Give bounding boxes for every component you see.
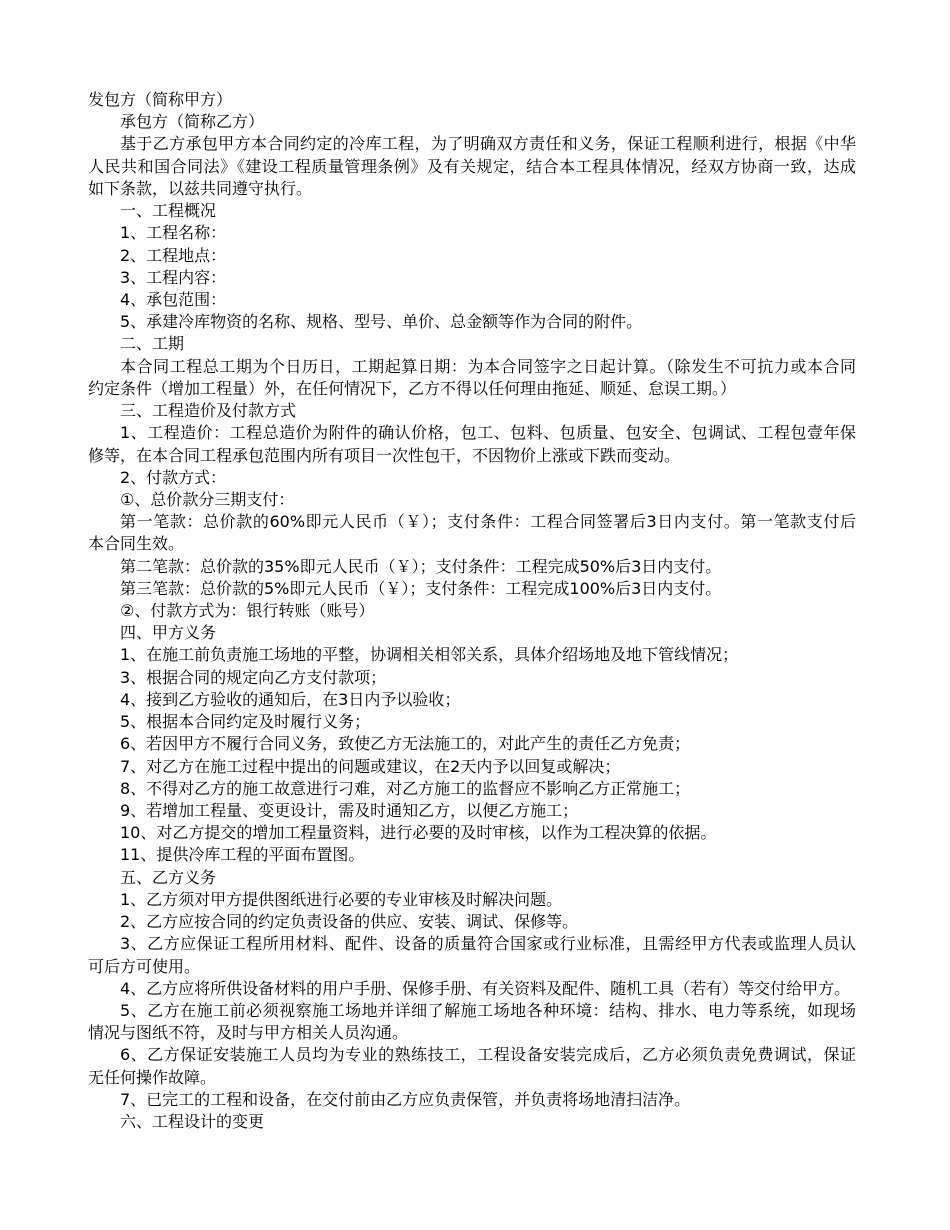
clause bbox=[88, 600, 856, 622]
clause bbox=[88, 245, 856, 267]
clause bbox=[88, 933, 856, 977]
preamble bbox=[88, 133, 856, 200]
text-line: 第二笔款：总价款的35%即元人民币（￥）；支付条件：工程完成50%后3日内支付。 bbox=[120, 556, 722, 576]
text-line: 2、工程地点： bbox=[120, 245, 227, 265]
text-line: 4、乙方应将所供设备材料的用户手册、保修手册、有关资料及配件、随机工具（若有）等交付给甲方。 bbox=[120, 978, 851, 998]
text-line: 6、若因甲方不履行合同义务，致使乙方无法施工的，对此产生的责任乙方免责； bbox=[120, 734, 691, 754]
text-line: 3、乙方应保证工程所用材料、配件、设备的质量符合国家或行业标准，且需经甲方代表或监理人员认 bbox=[120, 934, 856, 954]
clause bbox=[88, 756, 856, 778]
section bbox=[88, 1111, 856, 1133]
text-line: 1、工程造价：工程总造价为附件的确认价格，包工、包料、包质量、包安全、包调试、工程包壹年保 bbox=[120, 423, 856, 443]
text-line: 第一笔款：总价款的60%即元人民币（￥）；支付条件：工程合同签署后3日内支付。第一笔款支付后 bbox=[120, 512, 856, 532]
party-b-line: 承包方（简称乙方） bbox=[120, 112, 265, 132]
text-line: 修等，在本合同工程承包范围内所有项目一次性包干，不因物价上涨或下跌而变动。 bbox=[88, 445, 681, 465]
clause bbox=[88, 511, 856, 555]
clause bbox=[88, 422, 856, 466]
section-heading: 六、工程设计的变更 bbox=[120, 1112, 265, 1132]
text-line: 无任何操作故障。 bbox=[88, 1067, 217, 1087]
contract-content bbox=[88, 133, 856, 1133]
clause bbox=[88, 222, 856, 244]
text-line: 如下条款，以兹共同遵守执行。 bbox=[88, 178, 313, 198]
clause bbox=[88, 578, 856, 600]
clause bbox=[88, 911, 856, 933]
clause bbox=[88, 644, 856, 666]
clause bbox=[88, 489, 856, 511]
text-line: 8、不得对乙方的施工故意进行刁难，对乙方施工的监督应不影响乙方正常施工； bbox=[120, 778, 691, 798]
clause bbox=[88, 556, 856, 578]
text-line: 6、乙方保证安装施工人员均为专业的熟练技工，工程设备安装完成后，乙方必须负责免费调试，保证 bbox=[120, 1045, 856, 1065]
text-line: 2、乙方应按合同的约定负责设备的供应、安装、调试、保修等。 bbox=[120, 912, 579, 932]
text-line: 2、付款方式： bbox=[120, 467, 227, 487]
section bbox=[88, 867, 856, 1111]
section-heading: 一、工程概况 bbox=[120, 201, 217, 221]
section-heading: 二、工期 bbox=[120, 334, 185, 354]
clause bbox=[88, 1089, 856, 1111]
clause bbox=[88, 467, 856, 489]
section bbox=[88, 200, 856, 333]
party-a-line: 发包方（简称甲方） bbox=[88, 90, 233, 109]
clause bbox=[88, 778, 856, 800]
text-line: 4、接到乙方验收的通知后，在3日内予以验收； bbox=[120, 689, 461, 709]
text-line: 约定条件（增加工程量）外，在任何情况下，乙方不得以任何理由拖延、顺延、怠误工期。） bbox=[88, 378, 737, 398]
text-line: ①、总价款分三期支付： bbox=[120, 489, 295, 509]
text-line: 1、工程名称： bbox=[120, 223, 227, 243]
section-heading: 三、工程造价及付款方式 bbox=[120, 401, 297, 421]
text-line: 5、承建冷库物资的名称、规格、型号、单价、总金额等作为合同的附件。 bbox=[120, 312, 643, 332]
text-line: 3、工程内容： bbox=[120, 267, 227, 287]
clause bbox=[88, 1000, 856, 1044]
text-line: 3、根据合同的规定向乙方支付款项； bbox=[120, 667, 387, 687]
text-line: ②、付款方式为：银行转账（账号） bbox=[120, 601, 375, 621]
text-line: 1、乙方须对甲方提供图纸进行必要的专业审核及时解决问题。 bbox=[120, 889, 563, 909]
text-line: 10、对乙方提交的增加工程量资料，进行必要的及时审核，以作为工程决算的依据。 bbox=[120, 823, 717, 843]
section bbox=[88, 622, 856, 866]
clause bbox=[88, 822, 856, 844]
clause bbox=[88, 1044, 856, 1088]
clause bbox=[88, 311, 856, 333]
text-line: 4、承包范围： bbox=[120, 289, 227, 309]
clause bbox=[88, 356, 856, 400]
text-line: 人民共和国合同法》《建设工程质量管理条例》及有关规定，结合本工程具体情况，经双方协商一致，达成 bbox=[88, 156, 856, 176]
clause bbox=[88, 733, 856, 755]
text-line: 5、根据本合同约定及时履行义务； bbox=[120, 712, 371, 732]
section-heading: 四、甲方义务 bbox=[120, 623, 217, 643]
text-line: 本合同生效。 bbox=[88, 534, 185, 554]
text-line: 可后方可使用。 bbox=[88, 956, 201, 976]
text-line: 7、已完工的工程和设备，在交付前由乙方应负责保管，并负责将场地清扫洁净。 bbox=[120, 1089, 691, 1109]
text-line: 1、在施工前负责施工场地的平整，协调相关相邻关系，具体介绍场地及地下管线情况； bbox=[120, 645, 739, 665]
text-line: 5、乙方在施工前必须视察施工场地并详细了解施工场地各种环境：结构、排水、电力等系统，如现场 bbox=[120, 1000, 856, 1020]
clause bbox=[88, 844, 856, 866]
text-line: 7、对乙方在施工过程中提出的问题或建议，在2天内予以回复或解决； bbox=[120, 756, 621, 776]
clause bbox=[88, 267, 856, 289]
section bbox=[88, 333, 856, 400]
clause bbox=[88, 889, 856, 911]
contract-body bbox=[88, 89, 856, 1133]
clause bbox=[88, 289, 856, 311]
clause bbox=[88, 800, 856, 822]
text-line: 情况与图纸不符，及时与甲方相关人员沟通。 bbox=[88, 1023, 409, 1043]
text-line: 第三笔款：总价款的5%即元人民币（￥）；支付条件：工程完成100%后3日内支付。 bbox=[120, 578, 722, 598]
text-line: 本合同工程总工期为个日历日，工期起算日期：为本合同签字之日起计算。（除发生不可抗力或本合同 bbox=[120, 356, 856, 376]
section-heading: 五、乙方义务 bbox=[120, 867, 217, 887]
clause bbox=[88, 667, 856, 689]
text-line: 9、若增加工程量、变更设计，需及时通知乙方，以便乙方施工； bbox=[120, 801, 579, 820]
text-line: 11、提供冷库工程的平面布置图。 bbox=[120, 845, 365, 865]
clause bbox=[88, 978, 856, 1000]
clause bbox=[88, 689, 856, 711]
text-line: 基于乙方承包甲方本合同约定的冷库工程，为了明确双方责任和义务，保证工程顺利进行，根据《中华 bbox=[120, 134, 856, 154]
section bbox=[88, 400, 856, 622]
clause bbox=[88, 711, 856, 733]
